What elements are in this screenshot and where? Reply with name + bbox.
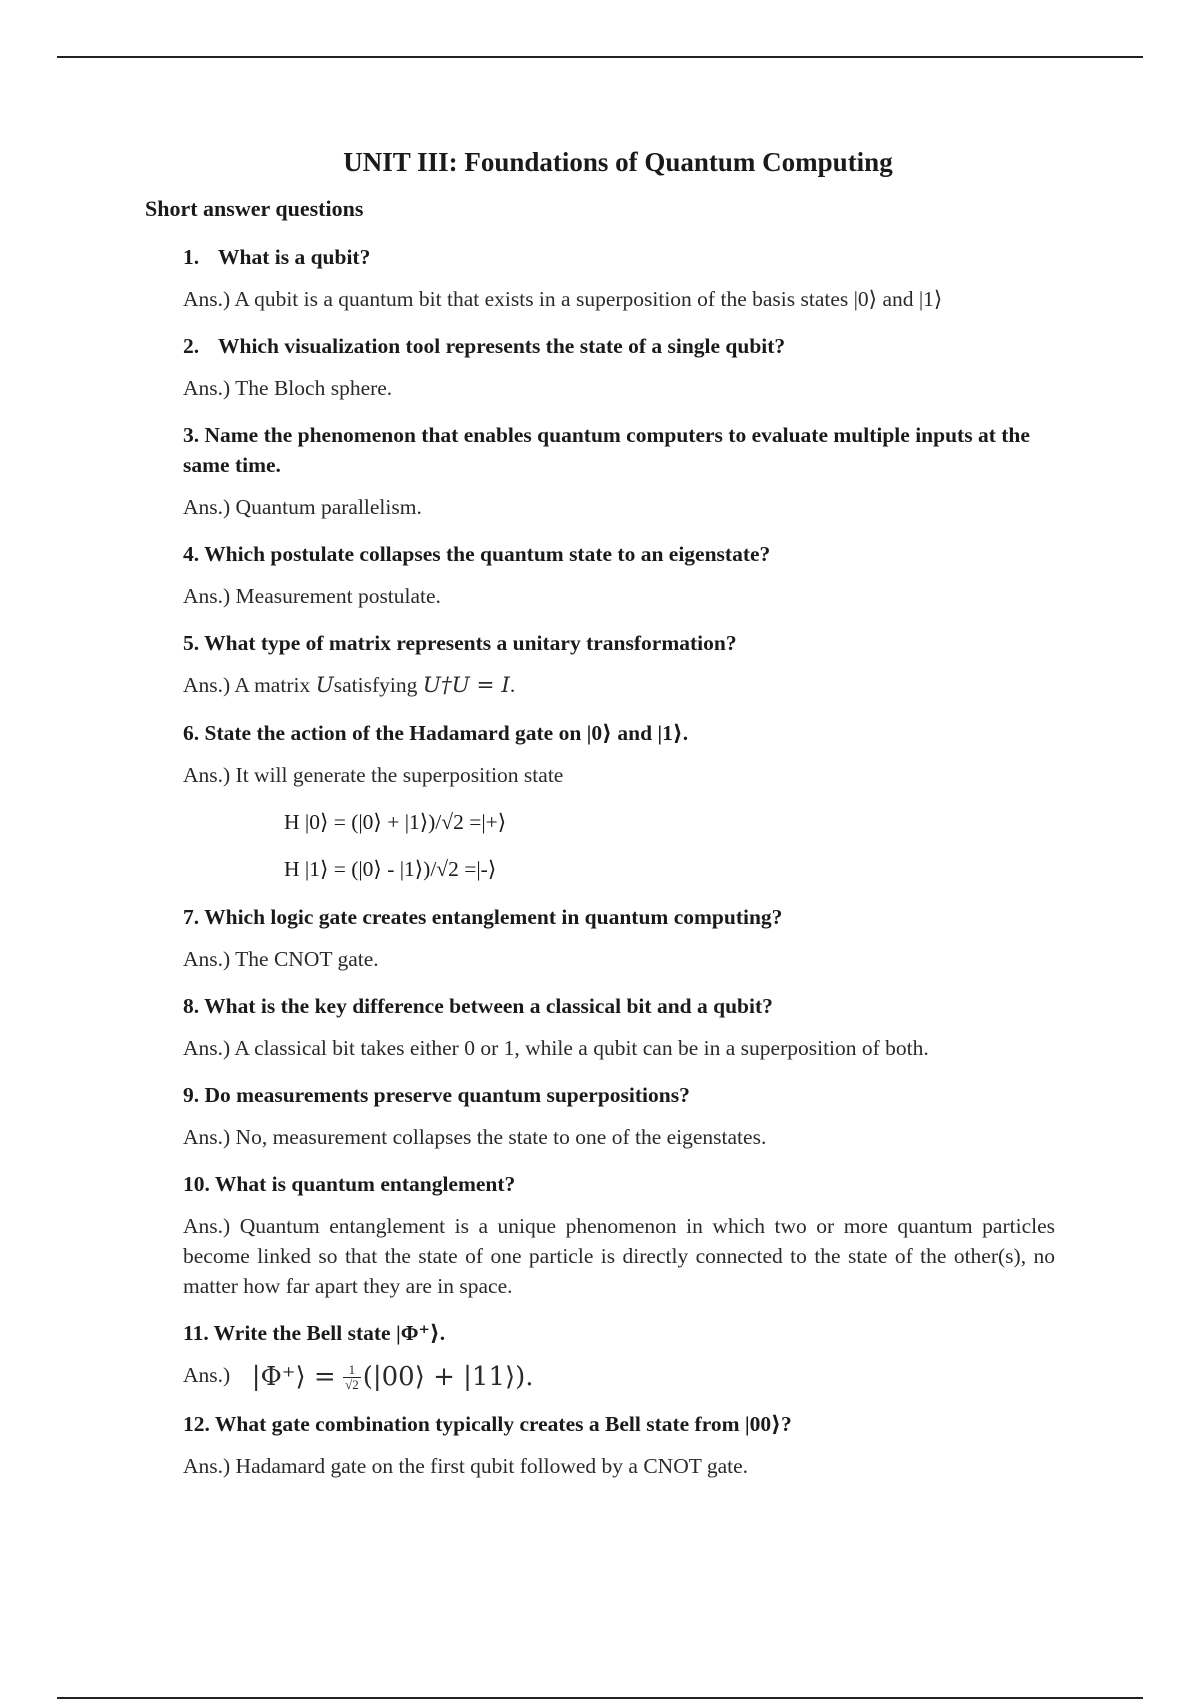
top-rule — [57, 56, 1143, 58]
answer-5: Ans.) A matrix Usatisfying U†U = I. — [183, 673, 516, 698]
hadamard-eq-0: H |0⟩ = (|0⟩ + |1⟩)/√2 =|+⟩ — [284, 810, 507, 834]
question-1: 1. What is a qubit? — [183, 245, 371, 269]
answer-11: Ans.) |Φ⁺⟩ = $\frac{1}{√2}$ (|00⟩ + |11⟩). — [183, 1361, 534, 1393]
answer-2: Ans.) The Bloch sphere. — [183, 376, 393, 400]
answer-12: Ans.) Hadamard gate on the first qubit followed by a CNOT gate. — [183, 1454, 749, 1479]
question-2: 2. Which visualization tool represents the state of a single qubit? — [183, 334, 786, 358]
question-6: 6. State the action of the Hadamard gate on |0⟩ and |1⟩. — [183, 721, 689, 745]
question-3: 3. Name the phenomenon that enables quantum computers to evaluate multiple inputs at the same time. — [183, 423, 1030, 477]
bell-fraction: $\frac{1}{√2}$ — [345, 1361, 359, 1392]
page-title: UNIT III: Foundations of Quantum Computing — [343, 147, 893, 177]
answer-4: Ans.) Measurement postulate. — [183, 584, 441, 608]
question-8: 8. What is the key difference between a classical bit and a qubit? — [183, 994, 773, 1018]
question-12: 12. What gate combination typically creates a Bell state from |00⟩? — [183, 1412, 792, 1437]
qa-list — [183, 242, 1055, 1498]
answer-9: Ans.) No, measurement collapses the state to one of the eigenstates. — [183, 1125, 767, 1149]
answer-8: Ans.) A classical bit takes either 0 or 1, while a qubit can be in a superposition of both. — [183, 1036, 929, 1060]
question-10: 10. What is quantum entanglement? — [183, 1172, 516, 1196]
bell-lhs: |Φ⁺⟩ = — [251, 1362, 336, 1393]
question-7: 7. Which logic gate creates entanglement in quantum computing? — [183, 905, 783, 929]
question-11: 11. Write the Bell state |Φ⁺⟩. — [183, 1321, 446, 1345]
answer-6: Ans.) It will generate the superposition state — [183, 763, 564, 787]
answer-1: Ans.) A qubit is a quantum bit that exists in a superposition of the basis states |0⟩ and |1⟩ — [183, 287, 943, 311]
hadamard-equations — [284, 807, 1055, 884]
answer-3: Ans.) Quantum parallelism. — [183, 495, 422, 519]
answer-7: Ans.) The CNOT gate. — [183, 947, 379, 971]
question-9: 9. Do measurements preserve quantum superpositions? — [183, 1083, 690, 1107]
bottom-rule — [57, 1697, 1143, 1699]
hadamard-eq-1: H |1⟩ = (|0⟩ - |1⟩)/√2 =|-⟩ — [284, 857, 497, 881]
section-label: Short answer questions — [145, 196, 364, 221]
question-4: 4. Which postulate collapses the quantum state to an eigenstate? — [183, 542, 771, 566]
answer-10: Ans.) Quantum entanglement is a unique phenomenon in which two or more quantum particles become linked so that the state of one particle is directly connected to the state of the other(s), no matter how far apart they are in space. — [183, 1214, 1055, 1298]
bell-rhs: (|00⟩ + |11⟩). — [362, 1362, 534, 1393]
question-5: 5. What type of matrix represents a unitary transformation? — [183, 631, 737, 655]
